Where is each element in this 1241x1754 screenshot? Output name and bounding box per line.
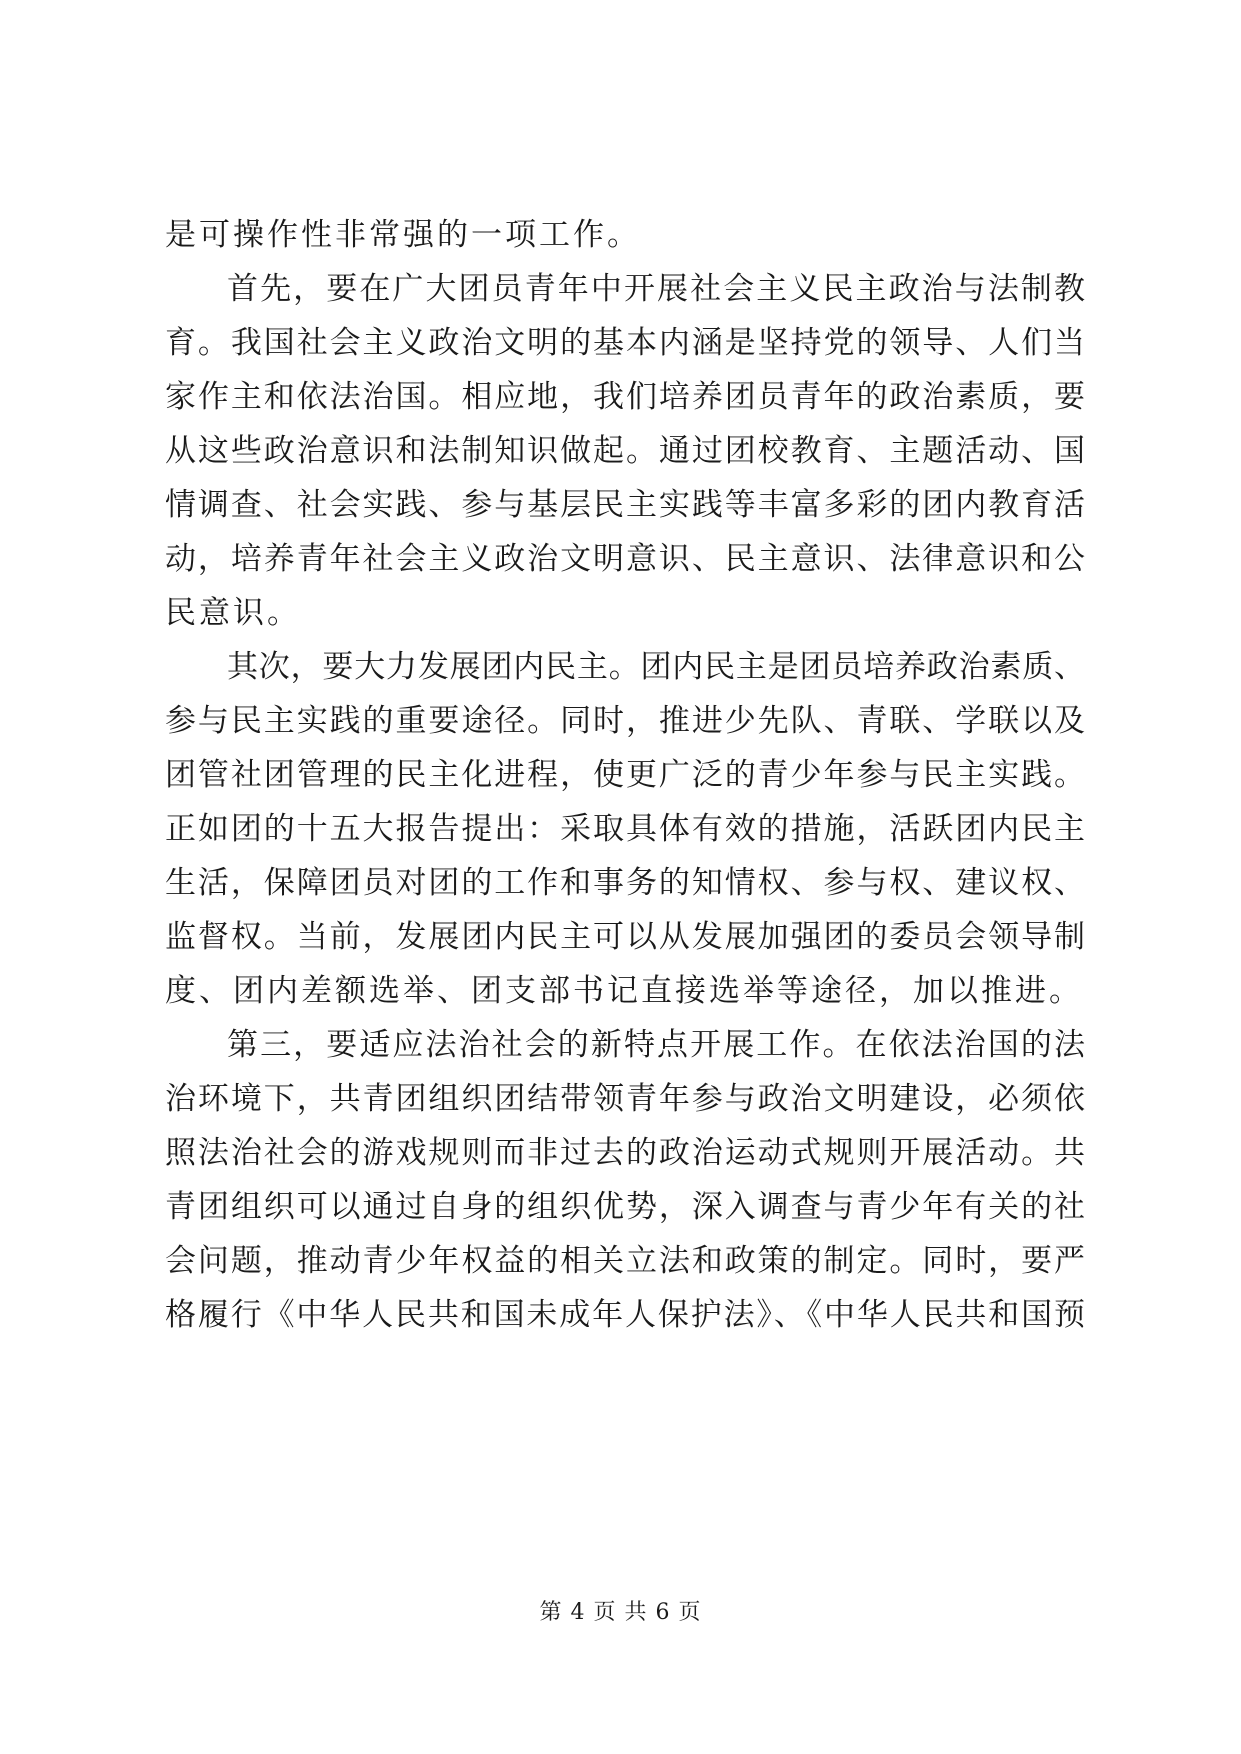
paragraph-3-line-3: 照法治社会的游戏规则而非过去的政治运动式规则开展活动。共	[165, 1135, 1085, 1171]
page-number-footer: 第 4 页 共 6 页	[539, 1600, 702, 1625]
paragraph-2-line-1: 其次，要大力发展团内民主。团内民主是团员培养政治素质、	[227, 649, 1085, 685]
paragraph-3-line-5: 会问题，推动青少年权益的相关立法和政策的制定。同时，要严	[165, 1243, 1085, 1279]
paragraph-3-line-2: 治环境下，共青团组织团结带领青年参与政治文明建设，必须依	[165, 1081, 1085, 1117]
paragraph-2-line-3: 团管社团管理的民主化进程，使更广泛的青少年参与民主实践。	[165, 757, 1085, 793]
paragraph-1-line-7: 民意识。	[165, 595, 301, 631]
paragraph-1-line-1: 首先，要在广大团员青年中开展社会主义民主政治与法制教	[227, 271, 1085, 307]
text-line-1: 是可操作性非常强的一项工作。	[165, 217, 641, 253]
paragraph-1-line-3: 家作主和依法治国。相应地，我们培养团员青年的政治素质，要	[165, 379, 1085, 415]
paragraph-1-line-4: 从这些政治意识和法制知识做起。通过团校教育、主题活动、国	[165, 433, 1085, 469]
paragraph-1-line-5: 情调查、社会实践、参与基层民主实践等丰富多彩的团内教育活	[165, 487, 1085, 523]
paragraph-2-line-4: 正如团的十五大报告提出：采取具体有效的措施，活跃团内民主	[165, 811, 1085, 847]
paragraph-2-line-5: 生活，保障团员对团的工作和事务的知情权、参与权、建议权、	[165, 865, 1085, 901]
paragraph-3-line-6: 格履行《中华人民共和国未成年人保护法》、《中华人民共和国预	[165, 1297, 1085, 1333]
paragraph-2-line-7: 度、团内差额选举、团支部书记直接选举等途径，加以推进。	[165, 973, 1083, 1009]
paragraph-1-line-2: 育。我国社会主义政治文明的基本内涵是坚持党的领导、人们当	[165, 325, 1085, 361]
paragraph-3-line-1: 第三，要适应法治社会的新特点开展工作。在依法治国的法	[227, 1027, 1085, 1063]
paragraph-3-line-4: 青团组织可以通过自身的组织优势，深入调查与青少年有关的社	[165, 1189, 1085, 1225]
paragraph-1-line-6: 动，培养青年社会主义政治文明意识、民主意识、法律意识和公	[165, 541, 1085, 577]
paragraph-2-line-2: 参与民主实践的重要途径。同时，推进少先队、青联、学联以及	[165, 703, 1085, 739]
paragraph-2-line-6: 监督权。当前，发展团内民主可以从发展加强团的委员会领导制	[165, 919, 1085, 955]
